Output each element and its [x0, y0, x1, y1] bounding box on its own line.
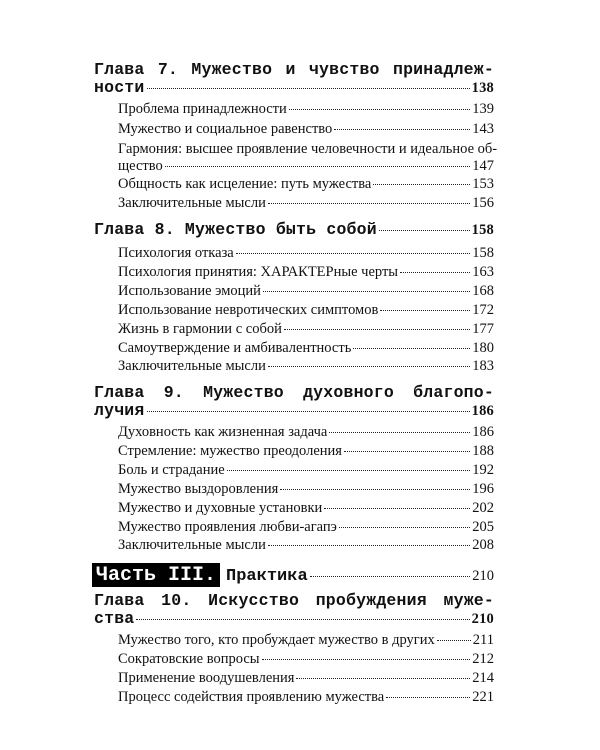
- section-page: 158: [472, 245, 494, 261]
- section-page: 180: [472, 340, 494, 356]
- chapter-10-page: 210: [471, 611, 494, 627]
- chapter-9-page: 186: [471, 403, 494, 419]
- dot-leader: [353, 347, 470, 349]
- section-page: 208: [472, 537, 494, 553]
- toc-section-entry[interactable]: [118, 158, 494, 175]
- toc-section-entry[interactable]: [118, 245, 494, 262]
- section-page: 214: [472, 670, 494, 686]
- dot-leader: [262, 658, 471, 660]
- section-title: Процесс содействия проявлению мужества: [118, 689, 385, 705]
- dot-leader: [344, 450, 470, 452]
- dot-leader: [296, 677, 470, 679]
- dot-leader: [380, 309, 470, 311]
- section-page: 163: [472, 264, 494, 280]
- section-title: Использование эмоций: [118, 283, 261, 299]
- toc-section-entry[interactable]: [118, 651, 494, 668]
- section-page: 205: [472, 519, 494, 535]
- section-page: 172: [472, 302, 494, 318]
- chapter-9-entry[interactable]: [94, 401, 494, 420]
- section-title-line1: Гармония: высшее проявление человечности и идеальное об-: [118, 141, 498, 157]
- part-3-page: 210: [472, 568, 494, 584]
- dot-leader: [379, 229, 470, 231]
- section-page: 143: [472, 121, 494, 137]
- section-title: Психология отказа: [118, 245, 234, 261]
- section-title: Жизнь в гармонии с собой: [118, 321, 282, 337]
- toc-section-entry[interactable]: [118, 424, 494, 441]
- dot-leader: [400, 271, 470, 273]
- dot-leader: [329, 431, 470, 433]
- toc-section-entry[interactable]: [118, 195, 494, 212]
- section-title: Мужество и социальное равенство: [118, 121, 333, 137]
- section-page: 156: [472, 195, 494, 211]
- section-title: Мужество и духовные установки: [118, 500, 323, 516]
- toc-section-entry[interactable]: [118, 632, 494, 649]
- dot-leader: [284, 328, 470, 330]
- dot-leader: [280, 488, 470, 490]
- dot-leader: [339, 526, 470, 528]
- section-title: Духовность как жизненная задача: [118, 424, 328, 440]
- section-title: Психология принятия: ХАРАКТЕРные черты: [118, 264, 399, 280]
- section-page: 188: [472, 443, 494, 459]
- toc-section-entry[interactable]: [118, 443, 494, 460]
- toc-section-entry[interactable]: [118, 462, 494, 479]
- dot-leader: [289, 108, 471, 110]
- dot-leader: [386, 696, 470, 698]
- dot-leader: [136, 618, 469, 620]
- toc-section-entry[interactable]: [118, 264, 494, 281]
- section-title: Сократовские вопросы: [118, 651, 260, 667]
- toc-section-entry[interactable]: [118, 481, 494, 498]
- section-page: 147: [472, 158, 494, 174]
- chapter-8-page: 158: [471, 222, 494, 238]
- section-title: Боль и страдание: [118, 462, 225, 478]
- section-page: 168: [472, 283, 494, 299]
- section-title: Мужество того, кто пробуждает мужество в других: [118, 632, 435, 648]
- toc-section-entry[interactable]: [118, 537, 494, 554]
- dot-leader: [263, 290, 470, 292]
- section-page: 177: [472, 321, 494, 337]
- chapter-8-title: Глава 8. Мужество быть собой: [94, 220, 377, 239]
- toc-section-entry[interactable]: [118, 340, 494, 357]
- section-page: 196: [472, 481, 494, 497]
- dot-leader: [334, 128, 470, 130]
- section-page: 139: [472, 101, 494, 117]
- toc-section-entry[interactable]: [118, 283, 494, 300]
- section-page: 211: [472, 632, 494, 648]
- toc-section-entry[interactable]: [118, 121, 494, 138]
- dot-leader: [147, 410, 470, 412]
- section-title: Самоутверждение и амбивалентность: [118, 340, 352, 356]
- toc-section-entry[interactable]: [118, 689, 494, 706]
- section-page: 192: [472, 462, 494, 478]
- dot-leader: [437, 639, 471, 641]
- toc-section-entry[interactable]: [118, 670, 494, 687]
- toc-section-entry[interactable]: [118, 176, 494, 193]
- toc-section-entry[interactable]: [118, 302, 494, 319]
- dot-leader: [268, 365, 470, 367]
- section-page: 202: [472, 500, 494, 516]
- section-page: 221: [472, 689, 494, 705]
- chapter-10-title-line2: ства: [94, 609, 135, 628]
- section-title: Заключительные мысли: [118, 358, 266, 374]
- chapter-9-title-line2: лучия: [94, 401, 145, 420]
- dot-leader: [227, 469, 471, 471]
- section-title-line2: щество: [118, 158, 163, 174]
- section-title: Мужество проявления любви-агапэ: [118, 519, 337, 535]
- toc-section-entry[interactable]: [118, 321, 494, 338]
- part-3-entry[interactable]: [92, 563, 494, 587]
- chapter-9-title-line1: Глава 9. Мужество духовного благопо-: [94, 383, 494, 402]
- dot-leader: [324, 507, 470, 509]
- chapter-10-entry[interactable]: [94, 609, 494, 628]
- dot-leader: [268, 202, 470, 204]
- section-page: 212: [472, 651, 494, 667]
- chapter-7-page: 138: [471, 80, 494, 96]
- toc-section-entry[interactable]: [118, 500, 494, 517]
- chapter-7-title-line1: Глава 7. Мужество и чувство принадлеж-: [94, 60, 494, 79]
- section-title: Проблема принадлежности: [118, 101, 287, 117]
- dot-leader: [236, 252, 471, 254]
- toc-section-entry[interactable]: [118, 358, 494, 375]
- toc-section-entry[interactable]: [118, 101, 494, 118]
- section-page: 186: [472, 424, 494, 440]
- dot-leader: [165, 165, 471, 167]
- part-3-label: Часть III.: [92, 563, 220, 587]
- section-title: Стремление: мужество преодоления: [118, 443, 342, 459]
- section-title: Заключительные мысли: [118, 195, 266, 211]
- toc-section-entry[interactable]: [118, 519, 494, 536]
- chapter-7-entry[interactable]: [94, 78, 494, 97]
- section-page: 153: [472, 176, 494, 192]
- dot-leader: [373, 183, 470, 185]
- chapter-10-title-line1: Глава 10. Искусство пробуждения муже-: [94, 591, 494, 610]
- dot-leader: [268, 544, 470, 546]
- section-title: Заключительные мысли: [118, 537, 266, 553]
- dot-leader: [310, 575, 471, 577]
- chapter-7-title-line2: ности: [94, 78, 145, 97]
- section-title: Использование невротических симптомов: [118, 302, 379, 318]
- section-title: Общность как исцеление: путь мужества: [118, 176, 372, 192]
- dot-leader: [147, 87, 470, 89]
- section-title: Применение воодушевления: [118, 670, 295, 686]
- section-title: Мужество выздоровления: [118, 481, 279, 497]
- section-page: 183: [472, 358, 494, 374]
- part-3-title: Практика: [226, 567, 308, 586]
- chapter-8-entry[interactable]: [94, 220, 494, 239]
